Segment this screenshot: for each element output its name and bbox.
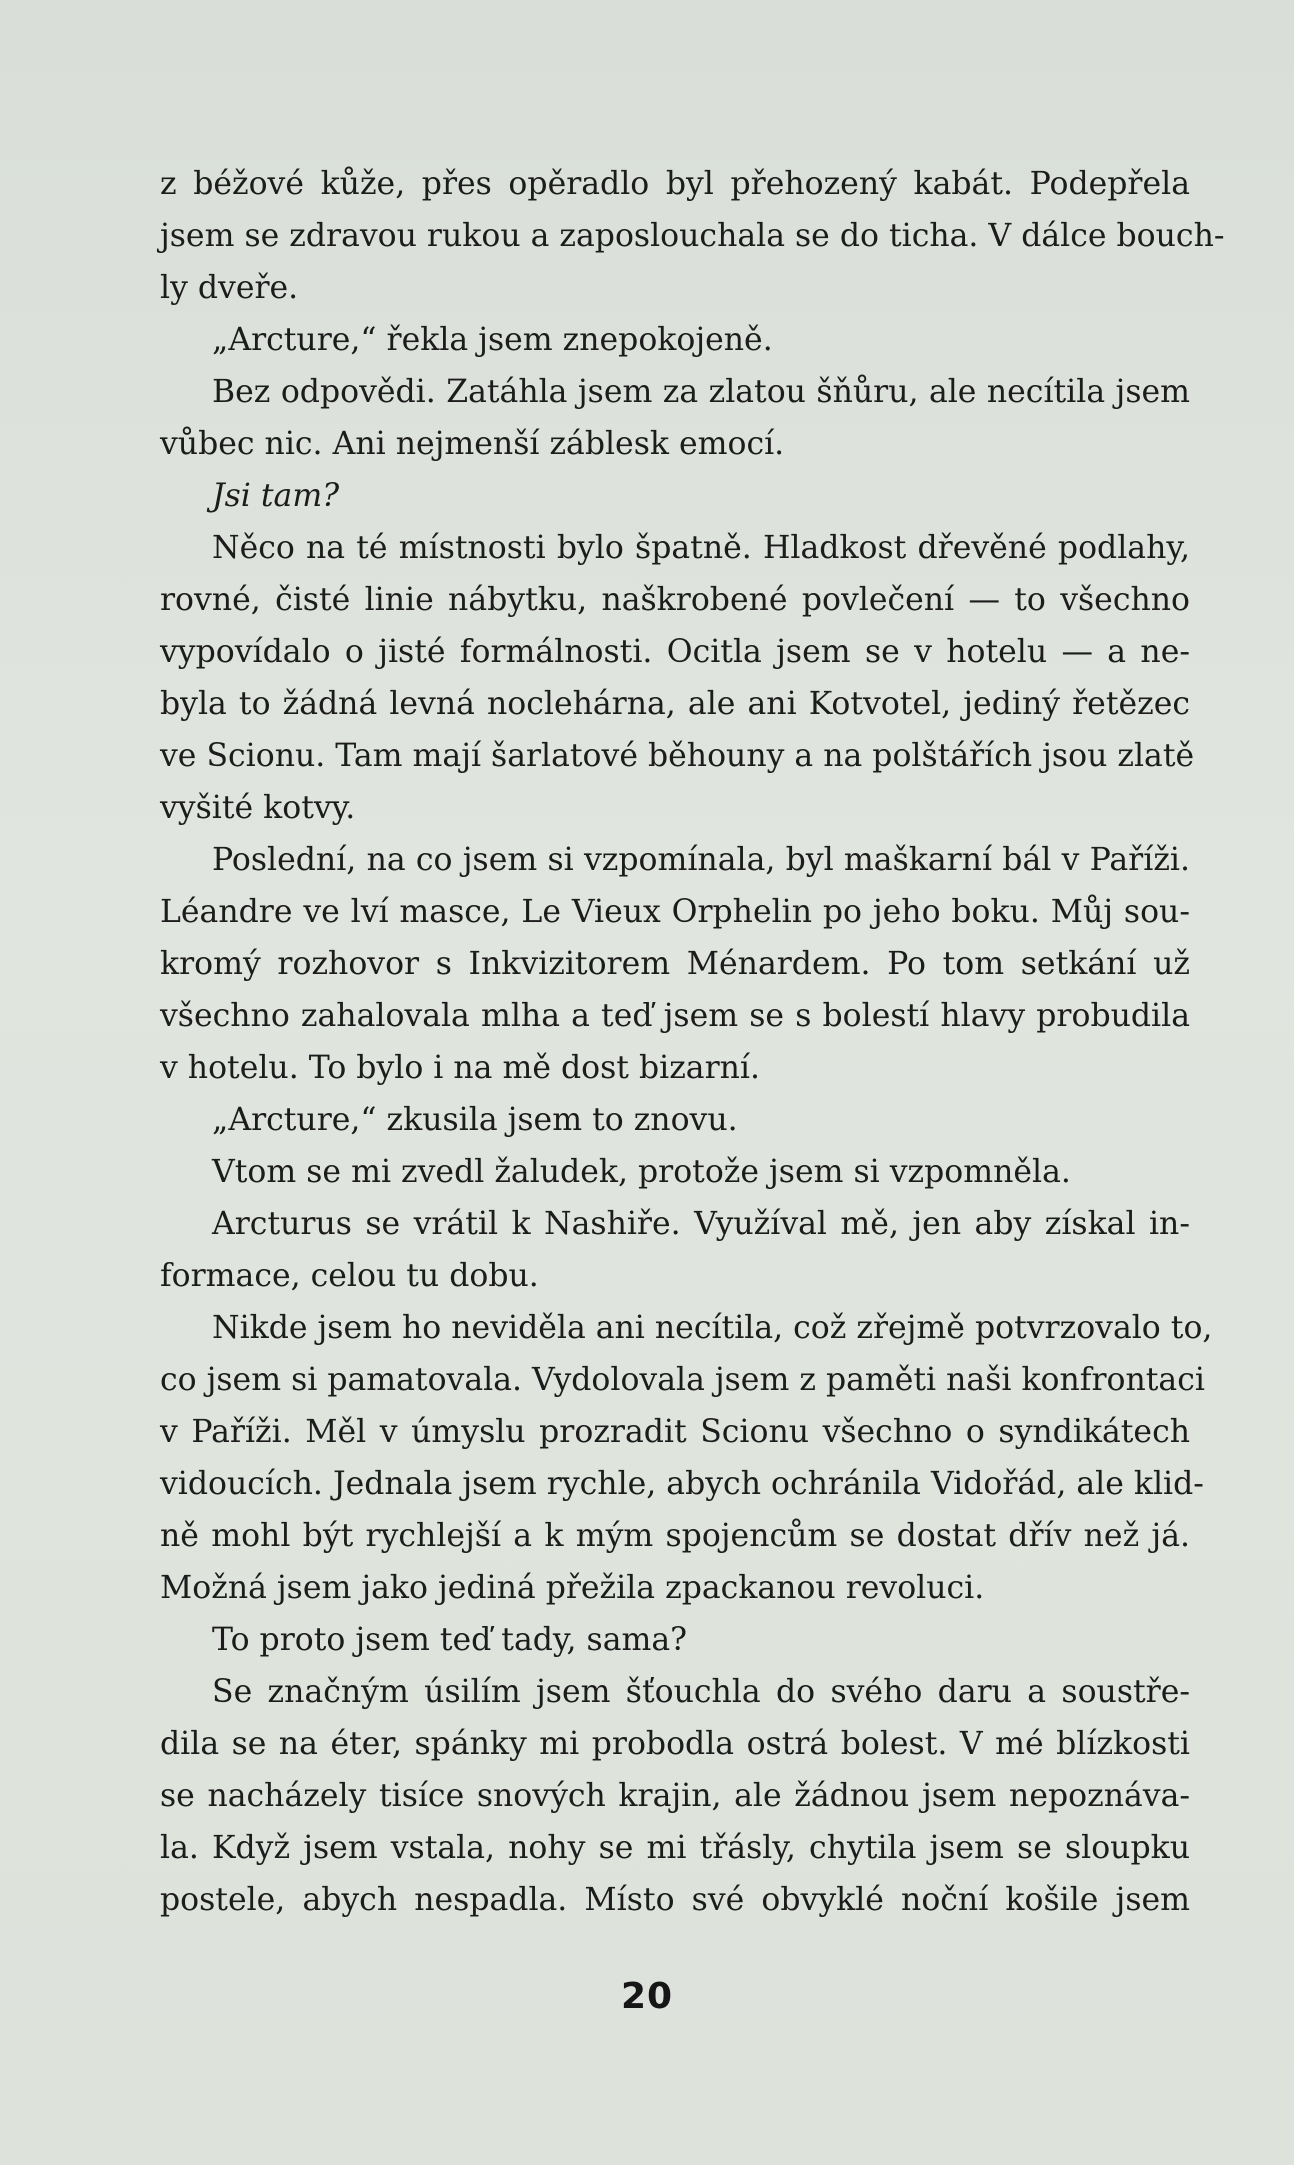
page-number: 20 [620,1976,674,2017]
text-line: kromý rozhovor s Inkvizitorem Ménardem. Po tom setkání už [160,946,1190,982]
text-line: ly dveře. [160,270,299,306]
text-line: Se značným úsilím jsem šťouchla do svého daru a soustře- [212,1674,1190,1710]
text-line: co jsem si pamatovala. Vydolovala jsem z paměti naši konfrontaci [160,1362,1205,1398]
text-line: dila se na éter, spánky mi probodla ostrá bolest. V mé blízkosti [160,1726,1190,1762]
text-line: ve Scionu. Tam mají šarlatové běhouny a na polštářích jsou zlatě [160,738,1195,774]
text-line: vidoucích. Jednala jsem rychle, abych ochránila Vidořád, ale klid- [160,1466,1204,1502]
text-line: Jsi tam? [212,478,340,514]
text-line: v Paříži. Měl v úmyslu prozradit Scionu všechno o syndikátech [160,1414,1190,1450]
text-line: v hotelu. To bylo i na mě dost bizarní. [160,1050,761,1086]
text-line: „Arcture,“ řekla jsem znepokojeně. [212,322,773,358]
text-line: byla to žádná levná noclehárna, ale ani Kotvotel, jediný řetězec [160,686,1190,722]
text-line: vůbec nic. Ani nejmenší záblesk emocí. [160,426,785,462]
text-line: formace, celou tu dobu. [160,1258,539,1294]
text-line: Nikde jsem ho neviděla ani necítila, což zřejmě potvrzovalo to, [212,1310,1213,1346]
text-line: Poslední, na co jsem si vzpomínala, byl maškarní bál v Paříži. [212,842,1190,878]
text-line: Vtom se mi zvedl žaludek, protože jsem si vzpomněla. [212,1154,1071,1190]
text-line: la. Když jsem vstala, nohy se mi třásly, chytila jsem se sloupku [160,1830,1190,1866]
text-line: Bez odpovědi. Zatáhla jsem za zlatou šňůru, ale necítila jsem [212,374,1190,410]
text-line: vyšité kotvy. [160,790,356,826]
text-line: ně mohl být rychlejší a k mým spojencům se dostat dřív než já. [160,1518,1190,1554]
text-line: To proto jsem teď tady, sama? [212,1622,688,1658]
text-line: vypovídalo o jisté formálnosti. Ocitla jsem se v hotelu — a ne- [160,634,1190,670]
text-line: Léandre ve lví masce, Le Vieux Orphelin po jeho boku. Můj sou- [160,894,1190,930]
body-text [160,158,1225,1926]
text-line: Něco na té místnosti bylo špatně. Hladkost dřevěné podlahy, [212,530,1190,566]
text-line: jsem se zdravou rukou a zaposlouchala se do ticha. V dálce bouch- [160,218,1225,254]
text-line: se nacházely tisíce snových krajin, ale žádnou jsem nepoznáva- [160,1778,1190,1814]
text-line: všechno zahalovala mlha a teď jsem se s bolestí hlavy probudila [160,998,1190,1034]
text-line: Možná jsem jako jediná přežila zpackanou revoluci. [160,1570,985,1606]
text-line: z béžové kůže, přes opěradlo byl přehozený kabát. Podepřela [160,166,1190,202]
text-line: „Arcture,“ zkusila jsem to znovu. [212,1102,738,1138]
text-line: Arcturus se vrátil k Nashiře. Využíval mě, jen aby získal in- [212,1206,1190,1242]
text-line: rovné, čisté linie nábytku, naškrobené povlečení — to všechno [160,582,1190,618]
text-line: postele, abych nespadla. Místo své obvyklé noční košile jsem [160,1882,1190,1918]
